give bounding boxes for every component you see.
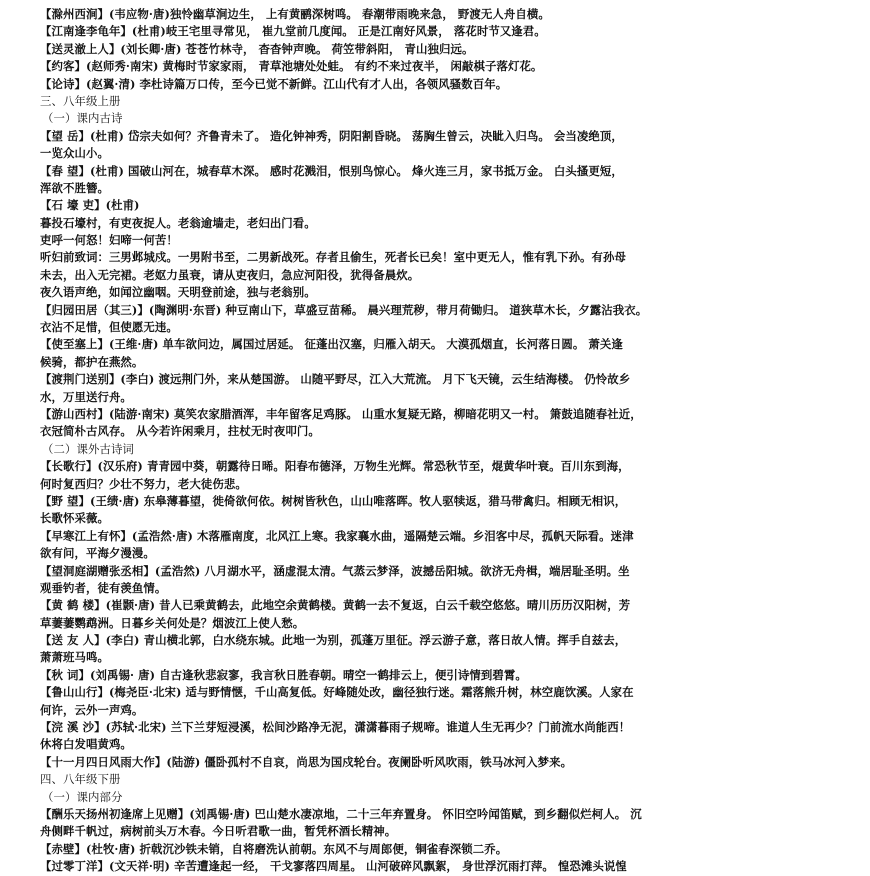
poem-line: 暮投石壕村，有吏夜捉人。老翁逾墙走，老妇出门看。 — [40, 215, 316, 230]
poem-line: 【酬乐天扬州初逢席上见赠】(刘禹锡·唐) 巴山楚水凄凉地，二十三年弃置身。 怀旧空吟闻笛赋，到乡翻似烂柯人。 沉 — [40, 806, 642, 821]
poem-line: 【游山西村】(陆游·南宋) 莫笑农家腊酒浑，丰年留客足鸡豚。 山重水复疑无路，柳暗花明又一村。 箫鼓追随春社近， — [40, 406, 642, 421]
poem-line: 【秋 词】(刘禹锡· 唐) 自古逢秋悲寂寥，我言秋日胜春朝。晴空一鹤排云上，便引诗情到碧霄。 — [40, 667, 527, 682]
poem-line: 观垂钓者，徒有羡鱼情。 — [40, 580, 167, 595]
poem-line: 萧萧班马鸣。 — [40, 650, 109, 665]
poem-line: 浑欲不胜簪。 — [40, 180, 109, 195]
poem-line: 衣沾不足惜，但使愿无违。 — [40, 320, 178, 335]
poem-line: 【过零丁洋】(文天祥·明) 辛苦遭逢起一经， 干戈寥落四周星。 山河破碎风飘絮， 身世浮沉雨打萍。 惶恐滩头说惶 — [40, 859, 627, 874]
poem-line: 【约客】(赵师秀·南宋) 黄梅时节家家雨， 青草池塘处处蛙。 有约不来过夜半， 闲敲棋子落灯花。 — [40, 59, 543, 74]
poem-line: 【送 友 人】(李白) 青山横北郭，白水绕东城。此地一为别，孤蓬万里征。浮云游子意，落日故人情。挥手自兹去， — [40, 633, 627, 648]
poem-line: 【黄 鹤 楼】(崔颢·唐) 昔人已乘黄鹤去，此地空余黄鹤楼。黄鹤一去不复返，白云千载空悠悠。晴川历历汉阳树，芳 — [40, 598, 631, 613]
poem-line: 欲有问，平海夕漫漫。 — [40, 546, 155, 561]
poem-line: 【渡荆门送别】(李白) 渡远荆门外，来从楚国游。 山随平野尽，江入大荒流。 月下飞天镜，云生结海楼。 仍怜故乡 — [40, 372, 631, 387]
subsection-heading: （一）课内古诗 — [42, 111, 123, 126]
poem-line: 何时复西归？少壮不努力，老大徒伤悲。 — [40, 476, 247, 491]
poem-line: 【江南逢李龟年】(杜甫)岐王宅里寻常见， 崔九堂前几度闻。 正是江南好风景， 落花时节又逢君。 — [40, 24, 546, 39]
poem-line: 【赤壁】(杜牧·唐) 折戟沉沙铁未销，自将磨洗认前朝。东风不与周郎便，铜雀春深锁二乔。 — [40, 841, 508, 856]
poem-line: 【浣 溪 沙】(苏轼·北宋) 兰下兰芽短浸溪，松间沙路净无泥，潇潇暮雨子规啼。谁道人生无再少？门前流水尚能西！ — [40, 720, 631, 735]
poem-line: 水，万里送行舟。 — [40, 389, 132, 404]
poem-line: 【送灵澈上人】(刘长卿·唐) 苍苍竹林寺， 杳杳钟声晚。 荷笠带斜阳， 青山独归远。 — [40, 41, 474, 56]
poem-line: 夜久语声绝，如闻泣幽咽。天明登前途，独与老翁别。 — [40, 285, 316, 300]
poem-line: 【望洞庭湖赠张丞相】(孟浩然) 八月湖水平，涵虚混太清。气蒸云梦泽，波撼岳阳城。欲济无舟楫，端居耻圣明。坐 — [40, 563, 630, 578]
poem-line: 衣冠简朴古风存。 从今若许闲乘月，拄杖无时夜叩门。 — [40, 424, 320, 439]
poem-line: 【鲁山山行】(梅尧臣·北宋) 适与野情惬，千山高复低。好峰随处改，幽径独行迷。霜落熊升树，林空鹿饮溪。人家在 — [40, 685, 634, 700]
poem-line: 【长歌行】(汉乐府) 青青园中葵，朝露待日晞。阳春布德泽，万物生光辉。常恐秋节至，焜黄华叶衰。百川东到海， — [40, 459, 630, 474]
poem-line: 一览众山小。 — [40, 146, 109, 161]
poem-line: 【野 望】(王绩·唐) 东皋薄暮望，徙倚欲何依。树树皆秋色，山山唯落晖。牧人驱犊返，猎马带禽归。相顾无相识， — [40, 493, 627, 508]
section-heading: 三、八年级上册 — [40, 93, 121, 108]
poem-line: 草萋萋鹦鹉洲。日暮乡关何处是？烟波江上使人愁。 — [40, 615, 305, 630]
poem-line: 【滁州西涧】(韦应物·唐)独怜幽草涧边生， 上有黄鹂深树鸣。 春潮带雨晚来急， 野渡无人舟自横。 — [40, 7, 550, 21]
section-heading: 四、八年级下册 — [40, 772, 121, 787]
poem-line: 【归园田居（其三)】(陶渊明·东晋) 种豆南山下，草盛豆苗稀。 晨兴理荒秽，带月荷锄归。 道狭草木长，夕露沾我衣。 — [40, 302, 648, 317]
poem-line: 吏呼一何怒！妇啼一何苦！ — [40, 233, 178, 248]
poem-line: 未去，出入无完裙。老妪力虽衰，请从吏夜归，急应河阳役，犹得备晨炊。 — [40, 267, 420, 282]
poem-line: 【十一月四日风雨大作】(陆游) 僵卧孤村不自哀，尚思为国戍轮台。夜阑卧听风吹雨，铁马冰河入梦来。 — [40, 754, 573, 769]
poem-line: 何许，云外一声鸡。 — [40, 702, 144, 717]
poem-line: 候骑，都护在燕然。 — [40, 354, 144, 369]
subsection-heading: （二）课外古诗词 — [42, 441, 134, 456]
poem-line: 听妇前致词：三男邺城戍。一男附书至，二男新战死。存者且偷生，死者长已矣！室中更无人，惟有乳下孙。有孙母 — [40, 250, 627, 265]
poem-line: 舟侧畔千帆过，病树前头万木春。今日听君歌一曲，暂凭杯酒长精神。 — [40, 824, 397, 839]
poem-line: 长歌怀采薇。 — [40, 511, 109, 526]
poem-line: 【石 壕 吏】(杜甫) — [40, 198, 140, 213]
poem-line: 【早寒江上有怀】(孟浩然·唐) 木落雁南度，北风江上寒。我家襄水曲，遥隔楚云端。乡泪客中尽，孤帆天际看。迷津 — [40, 528, 634, 543]
poem-line: 【望 岳】(杜甫) 岱宗夫如何？齐鲁青未了。 造化钟神秀，阴阳割昏晓。 荡胸生曾云，决眦入归鸟。 会当凌绝顶， — [40, 128, 623, 143]
document-body — [40, 6, 840, 876]
poem-line: 【使至塞上】(王维·唐) 单车欲问边，属国过居延。 征蓬出汉塞，归雁入胡天。 大漠孤烟直，长河落日圆。 萧关逢 — [40, 337, 623, 352]
subsection-heading: （一）课内部分 — [42, 789, 123, 804]
poem-line: 休将白发唱黄鸡。 — [40, 737, 132, 752]
poem-line: 【论诗】(赵翼·清) 李杜诗篇万口传，至今已觉不新鲜。江山代有才人出，各领风骚数百年。 — [40, 76, 508, 91]
poem-line: 【春 望】(杜甫) 国破山河在，城春草木深。 感时花溅泪，恨别鸟惊心。 烽火连三月，家书抵万金。 白头搔更短， — [40, 163, 623, 178]
